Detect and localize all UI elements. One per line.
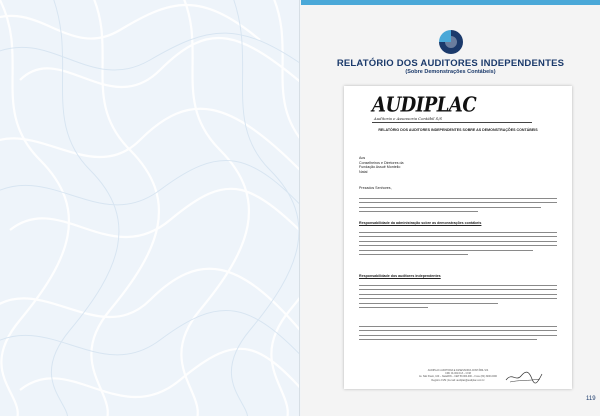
footer-line: Av. São Paulo, 100 – Natal/RN – CEP 59.000-000 – Fone (84) 3200-0000 [418,375,497,379]
paragraph-lines [359,326,557,344]
report-subtitle: (Sobre Demonstrações Contábeis) [405,69,496,75]
addressee-line: Fundação Assuê Montello [359,165,401,169]
top-accent-band [301,0,600,5]
paragraph-lines [359,285,557,311]
addressee-line: Aos [359,156,366,160]
page-number: 119 [586,396,596,402]
footer-line: AUDIPLAC AUDITORIA E ASSESSORIA CONTÁBIL S/S [427,369,489,372]
audit-letter-page [344,86,572,389]
letter-footer [344,369,572,382]
foundation-logo-icon [437,28,465,56]
paragraph-lines [359,232,557,258]
paragraph-lines [359,198,557,216]
addressee-line: Natal [359,169,368,174]
right-page [301,0,600,416]
footer-line: CRC 01.001/O-8 – CVM [445,372,471,376]
header-rule [372,122,532,123]
audit-firm-subtitle: Auditoria e Assessoria Contábil S/S [374,116,443,121]
report-title: RELATÓRIO DOS AUDITORES INDEPENDENTES [336,58,565,69]
letter-heading: RELATÓRIO DOS AUDITORES INDEPENDENTES SOBRE AS DEMONSTRAÇÕES CONTÁBEIS [378,128,538,132]
salutation: Prezados Senhores, [359,186,392,190]
addressee-line: Conselheiros e Diretores da [359,160,404,165]
section-heading-management: Responsabilidade da administração sobre as demonstrações contábeis [359,221,482,225]
section-heading-auditors: Responsabilidade dos auditores independentes [359,274,441,278]
footer-line: Registro CVM | E-mail: audiplac@audiplac.com.br [431,378,485,382]
audit-firm-logo: AUDIPLAC [372,93,477,118]
